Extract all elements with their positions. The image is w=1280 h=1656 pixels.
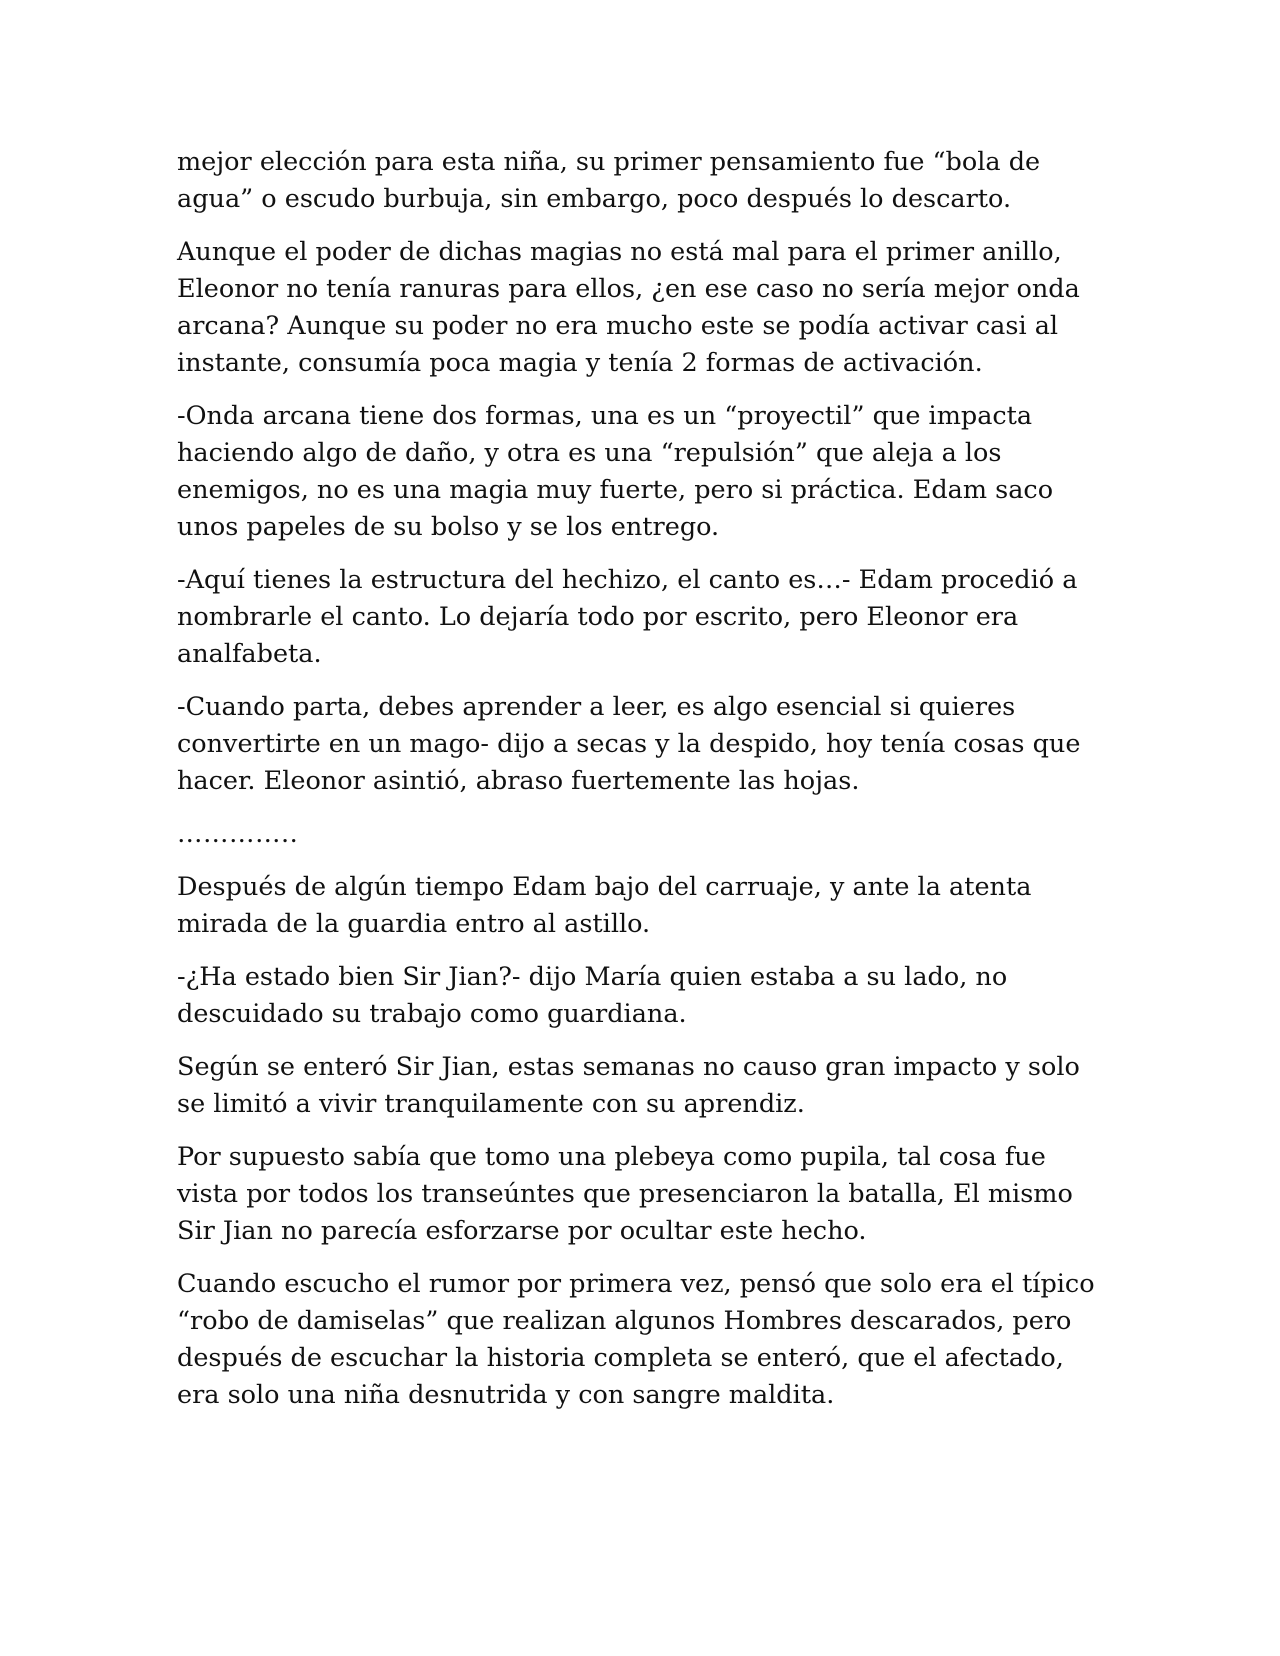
paragraph-8: Según se enteró Sir Jian, estas semanas no causo gran impacto y solo se limitó a vivir tranquilamente con su aprendiz. (177, 1052, 1080, 1119)
paragraph-7: -¿Ha estado bien Sir Jian?- dijo María quien estaba a su lado, no descuidado su trabajo como guardiana. (177, 962, 1008, 1029)
paragraph-2: Aunque el poder de dichas magias no está mal para el primer anillo, Eleonor no tenía ranuras para ellos, ¿en ese caso no sería mejor onda arcana? Aunque su poder no era mucho este se podía activar casi al instante, consumía poca magia y tenía 2 formas de activación. (177, 237, 1080, 378)
scene-separator: ………….. (177, 819, 299, 849)
paragraph-6: Después de algún tiempo Edam bajo del carruaje, y ante la atenta mirada de la guardia entro al astillo. (177, 872, 1032, 939)
paragraph-10: Cuando escucho el rumor por primera vez, pensó que solo era el típico “robo de damiselas” que realizan algunos Hombres descarados, pero después de escuchar la historia completa se enteró, que el afectado, era solo una niña desnutrida y con sangre maldita. (177, 1269, 1095, 1410)
paragraph-3: -Onda arcana tiene dos formas, una es un “proyectil” que impacta haciendo algo de daño, y otra es una “repulsión” que aleja a los enemigos, no es una magia muy fuerte, pero si práctica. Edam saco unos papeles de su bolso y se los entrego. (177, 401, 1054, 542)
text-column (177, 144, 1107, 1430)
paragraph-5: -Cuando parta, debes aprender a leer, es algo esencial si quieres convertirte en un mago- dijo a secas y la despido, hoy tenía cosas que hacer. Eleonor asintió, abraso fuertemente las hojas. (177, 692, 1081, 796)
paragraph-1: mejor elección para esta niña, su primer pensamiento fue “bola de agua” o escudo burbuja, sin embargo, poco después lo descarto. (177, 147, 1041, 214)
paragraph-9: Por supuesto sabía que tomo una plebeya como pupila, tal cosa fue vista por todos los transeúntes que presenciaron la batalla, El mismo Sir Jian no parecía esforzarse por ocultar este hecho. (177, 1142, 1073, 1246)
paragraph-4: -Aquí tienes la estructura del hechizo, el canto es…- Edam procedió a nombrarle el canto. Lo dejaría todo por escrito, pero Eleonor era analfabeta. (177, 565, 1078, 669)
